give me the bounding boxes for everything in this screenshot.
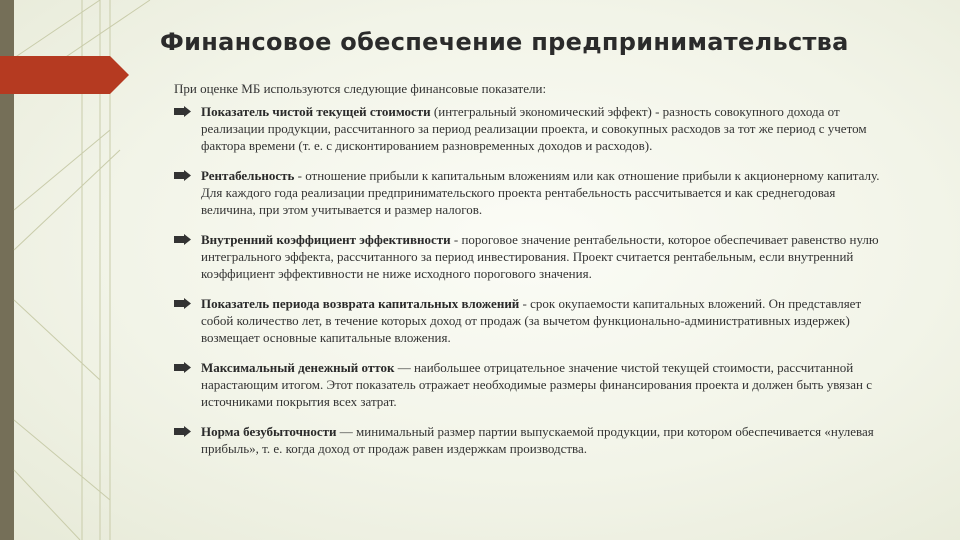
bullet-arrow-icon <box>174 426 191 437</box>
list-item <box>174 103 892 167</box>
title-accent-arrow <box>0 56 129 94</box>
bullet-arrow-icon <box>174 106 191 117</box>
indicator-list <box>174 103 892 463</box>
list-item <box>174 423 892 463</box>
indicator-term: Показатель периода возврата капитальных вложений <box>201 296 520 311</box>
indicator-description: - срок окупаемости капитальных вложений. Он представляет собой количество лет, в течение которых доход от продаж (за вычетом функционально-административных издержек) возмещает основные капитальные вложения. <box>201 296 862 345</box>
indicator-description: — минимальный размер партии выпускаемой продукции, при котором обеспечивается «нулевая прибыль», т. е. когда доход от продаж равен издержкам производства. <box>201 424 874 456</box>
indicator-term: Внутренний коэффициент эффективности <box>201 232 451 247</box>
bullet-arrow-icon <box>174 298 191 309</box>
indicator-description: — наибольшее отрицательное значение чистой текущей стоимости, рассчитанной нарастающим итогом. Этот показатель отражает необходимые размеры финансирования проекта и должен быть увязан с источниками покрытия всех затрат. <box>201 360 873 409</box>
slide-title: Финансовое обеспечение предпринимательства <box>160 28 849 56</box>
indicator-term: Показатель чистой текущей стоимости <box>201 104 431 119</box>
list-item <box>174 295 892 359</box>
indicator-description: - отношение прибыли к капитальным вложениям или как отношение прибыли к акционерному капиталу. Для каждого года реализации предпринимательского проекта рентабельность рассчитывается и как среднегодовая величина, при этом учитывается и размер налогов. <box>201 168 880 217</box>
list-item <box>174 231 892 295</box>
intro-text: При оценке МБ используются следующие финансовые показатели: <box>174 81 547 96</box>
list-item <box>174 359 892 423</box>
bullet-arrow-icon <box>174 234 191 245</box>
indicator-description: (интегральный экономический эффект) - разность совокупного дохода от реализации продукции, рассчитанного за период реализации проекта, и совокупных расходов за тот же период с учетом фактора времени (т. е. с дисконтированием разновременных доходов и расходов). <box>201 104 867 153</box>
indicator-term: Максимальный денежный отток <box>201 360 395 375</box>
indicator-description: - пороговое значение рентабельности, которое обеспечивает равенство нулю интегрального эффекта, рассчитанного за период инвестирования. Проект считается рентабельным, если внутренний коэффициент эффективности не ниже исходного порогового значения. <box>201 232 879 281</box>
bullet-arrow-icon <box>174 170 191 181</box>
indicator-term: Рентабельность <box>201 168 295 183</box>
indicator-term: Норма безубыточности <box>201 424 337 439</box>
list-item <box>174 167 892 231</box>
bullet-arrow-icon <box>174 362 191 373</box>
